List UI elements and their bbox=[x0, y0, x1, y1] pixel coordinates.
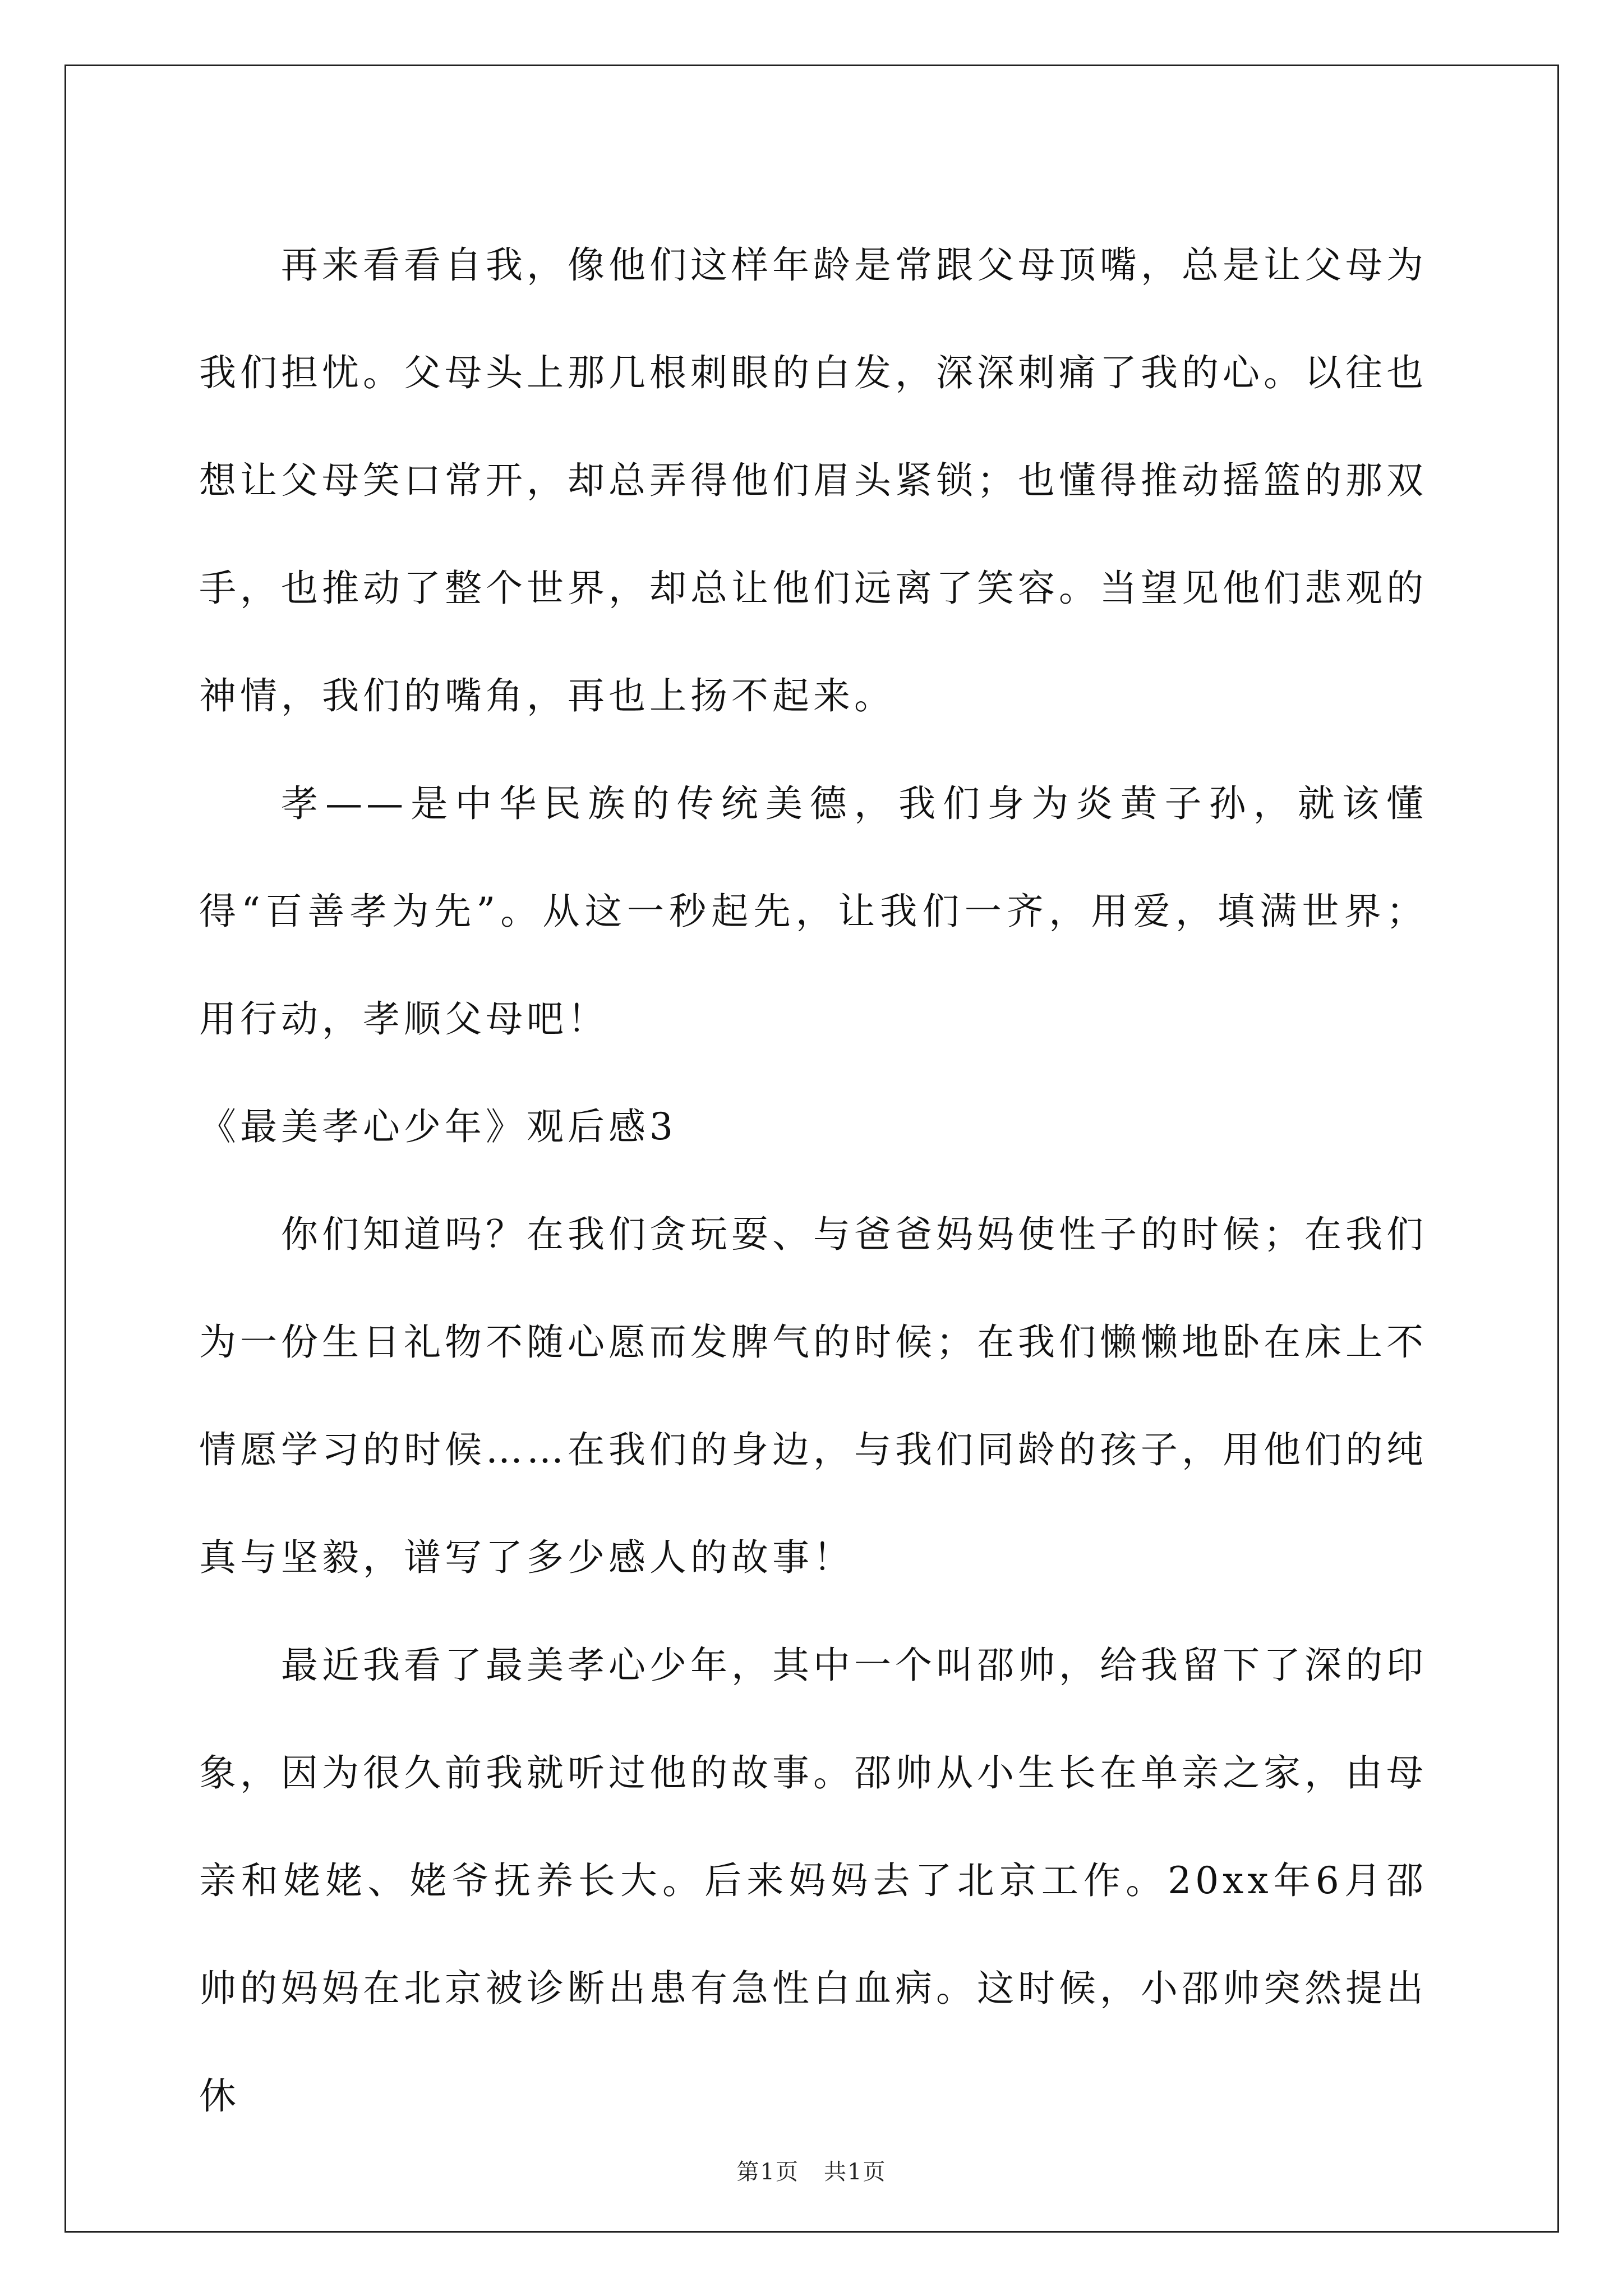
page-footer bbox=[0, 2154, 1623, 2186]
paragraph: 最近我看了最美孝心少年，其中一个叫邵帅，给我留下了深的印象，因为很久前我就听过他的故事。邵帅从小生长在单亲之家，由母亲和姥姥、姥爷抚养长大。后来妈妈去了北京工作。20xx年6月邵帅的妈妈在北京被诊断出患有急性白血病。这时候，小邵帅突然提出休 bbox=[199, 1644, 1427, 2118]
section-title: 《最美孝心少年》观后感3 bbox=[199, 1105, 677, 1148]
document-body bbox=[199, 211, 1427, 2150]
paragraph: 孝——是中华民族的传统美德，我们身为炎黄子孙，就该懂得“百善孝为先”。从这一秒起先，让我们一齐，用爱，填满世界；用行动，孝顺父母吧！ bbox=[199, 782, 1427, 1041]
paragraph: 再来看看自我，像他们这样年龄是常跟父母顶嘴，总是让父母为我们担忧。父母头上那几根刺眼的白发，深深刺痛了我的心。以往也想让父母笑口常开，却总弄得他们眉头紧锁；也懂得推动摇篮的那双手，也推动了整个世界，却总让他们远离了笑容。当望见他们悲观的神情，我们的嘴角，再也上扬不起来。 bbox=[199, 243, 1427, 717]
page-number: 第1页 bbox=[736, 2159, 799, 2185]
paragraph: 你们知道吗？在我们贪玩耍、与爸爸妈妈使性子的时候；在我们为一份生日礼物不随心愿而发脾气的时候；在我们懒懒地卧在床上不情愿学习的时候……在我们的身边，与我们同龄的孩子，用他们的纯真与坚毅，谱写了多少感人的故事！ bbox=[199, 1213, 1427, 1579]
page-total: 共1页 bbox=[824, 2159, 887, 2185]
